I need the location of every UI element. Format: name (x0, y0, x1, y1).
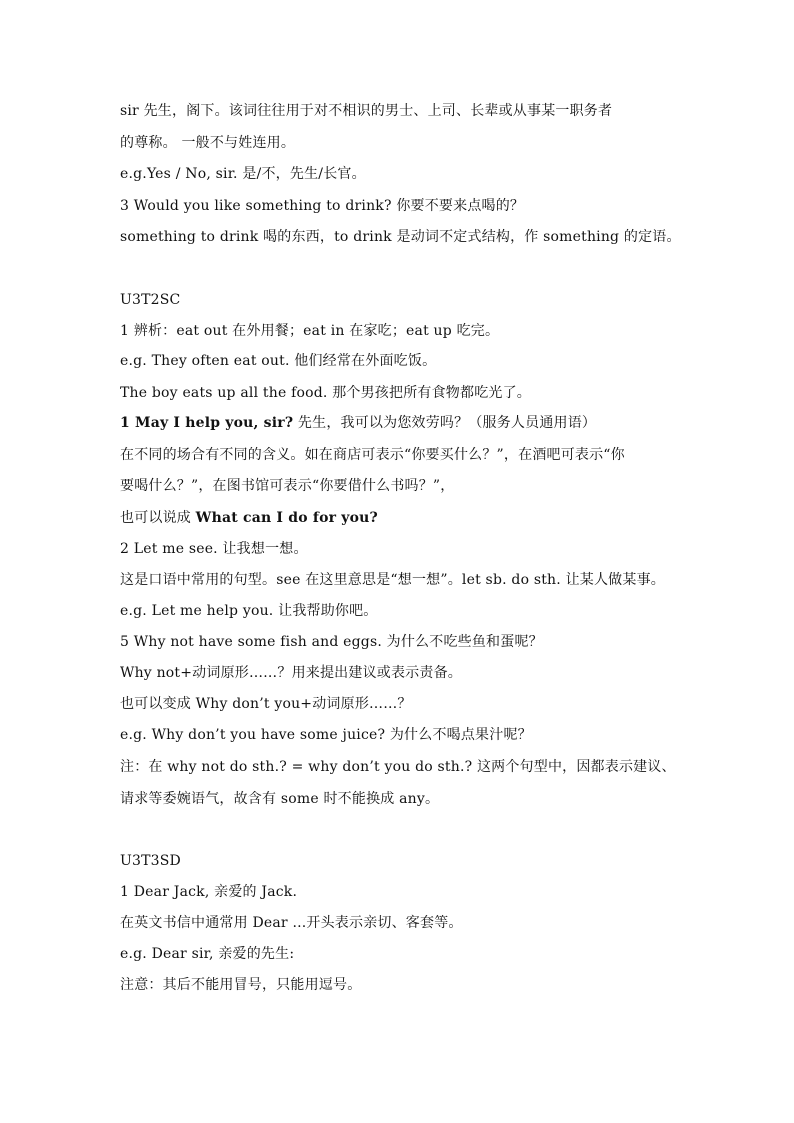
text-line-rest: 先生，我可以为您效劳吗？（服务人员通用语） (293, 415, 597, 431)
text-line: 要喝什么？”，在图书馆可表示“你要借什么书吗？”， (120, 478, 455, 494)
text-line: something to drink 喝的东西，to drink 是动词不定式结构，作 something 的定语。 (120, 229, 681, 245)
text-line: 1 辨析：eat out 在外用餐；eat in 在家吃；eat up 吃完。 (120, 323, 500, 339)
text-line: 5 Why not have some fish and eggs. 为什么不吃些鱼和蛋呢？ (120, 634, 543, 650)
text-line: 在不同的场合有不同的含义。如在商店可表示“你要买什么？”，在酒吧可表示“你 (120, 447, 625, 463)
text-line: 也可以变成 Why don’t you+动词原形……？ (120, 696, 412, 712)
bold-phrase: What can I do for you? (195, 510, 378, 526)
text-line: e.g.Yes / No, sir. 是/不，先生/长官。 (120, 166, 366, 182)
text-line: 请求等委婉语气，故含有 some 时不能换成 any。 (120, 791, 440, 807)
text-line: 注意：其后不能用冒号，只能用逗号。 (120, 977, 362, 993)
text-line-start: 也可以说成 (120, 510, 196, 526)
text-line: e.g. Let me help you. 让我帮助你吧。 (120, 603, 378, 619)
text-line: 的尊称。 一般不与姓连用。 (120, 135, 296, 151)
text-line: sir 先生，阁下。该词往往用于对不相识的男士、上司、长辈或从事某一职务者 (120, 103, 613, 119)
text-line: e.g. Why don’t you have some juice? 为什么不喝点果汁呢？ (120, 727, 532, 743)
text-line: Why not+动词原形……？用来提出建议或表示责备。 (120, 665, 462, 681)
section-heading: U3T3SD (120, 853, 181, 869)
bold-phrase: 1 May I help you, sir? (120, 415, 294, 431)
text-line: e.g. Dear sir, 亲爱的先生: (120, 946, 295, 962)
text-line: e.g. They often eat out. 他们经常在外面吃饭。 (120, 353, 437, 369)
text-line: The boy eats up all the food. 那个男孩把所有食物都吃光了。 (120, 385, 531, 401)
text-line: 在英文书信中通常用 Dear ...开头表示亲切、客套等。 (120, 915, 463, 931)
text-line: 3 Would you like something to drink? 你要不要来点喝的？ (120, 198, 525, 214)
section-heading: U3T2SC (120, 292, 181, 308)
text-line: 注：在 why not do sth.? = why don’t you do sth.? 这两个句型中，因都表示建议、 (120, 759, 676, 775)
text-line (120, 508, 720, 528)
text-line (120, 413, 720, 433)
text-line: 2 Let me see. 让我想一想。 (120, 541, 308, 557)
text-line: 1 Dear Jack, 亲爱的 Jack. (120, 884, 298, 900)
text-line: 这是口语中常用的句型。see 在这里意思是“想一想”。let sb. do sth. 让某人做某事。 (120, 572, 665, 588)
